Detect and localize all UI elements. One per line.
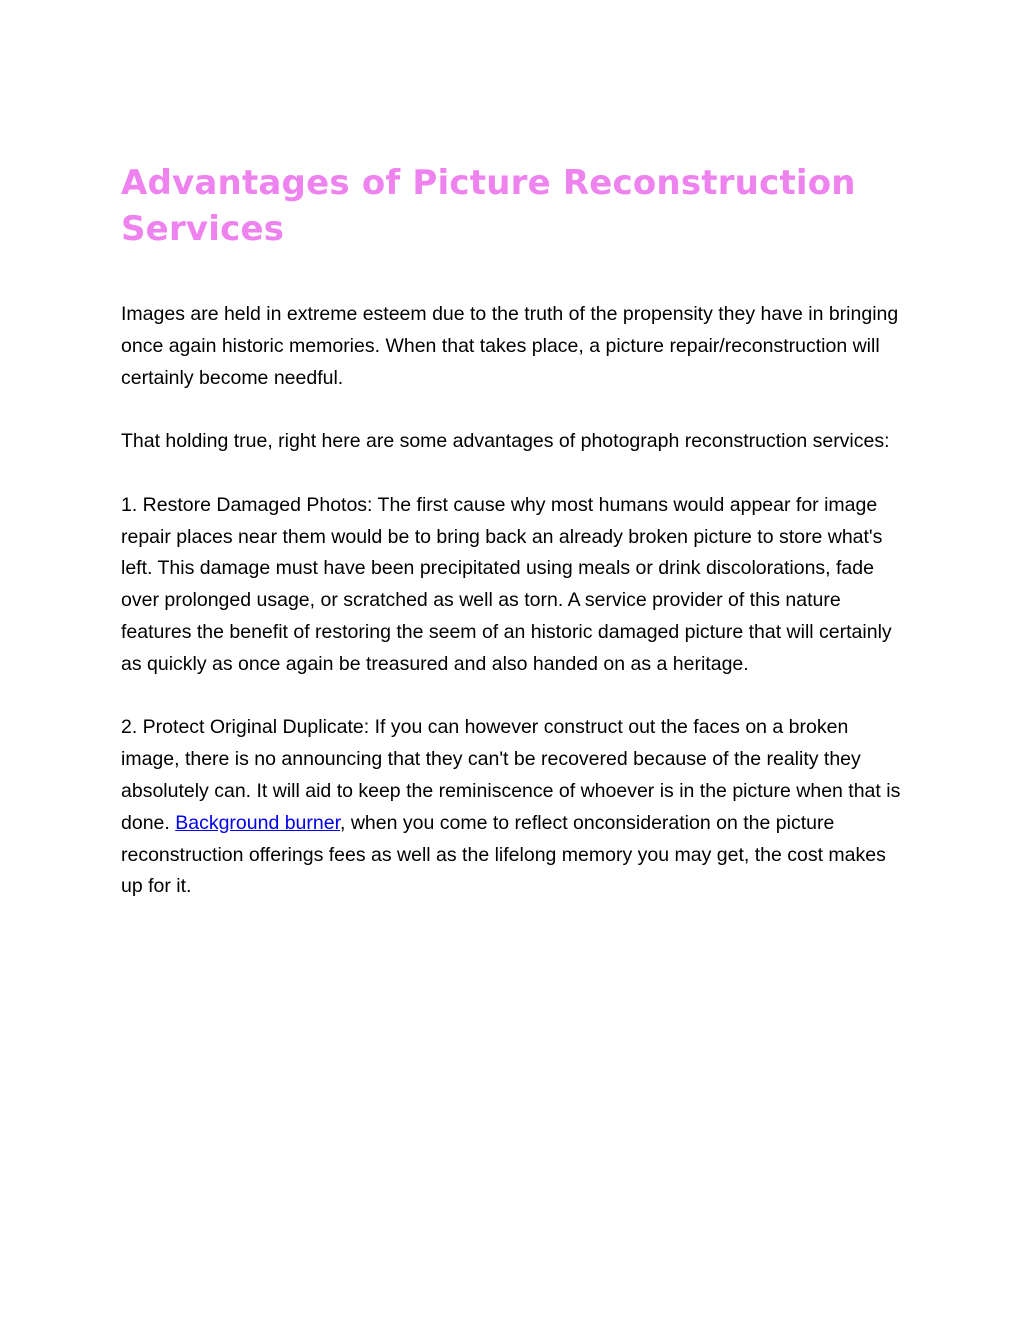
background-burner-link[interactable]: Background burner: [175, 811, 340, 834]
document-body: [121, 160, 911, 935]
point-2-text-after-link: , when you come to reflect onconsideration on the picture reconstruction offerings fees as well as the lifelong memory you may get, the cost makes up for it.: [121, 811, 886, 898]
page-title: Advantages of Picture Reconstruction Services: [121, 163, 856, 249]
point-2-paragraph: [121, 712, 911, 903]
point-1-paragraph: 1. Restore Damaged Photos: The first cause why most humans would appear for image repair places near them would be to bring back an already broken picture to store what's left. This damage must have been precipitated using meals or drink discolorations, fade over prolonged usage, or scratched as well as torn. A service provider of this nature features the benefit of restoring the seem of an historic damaged picture that will certainly as quickly as once again be treasured and also handed on as a heritage.: [121, 493, 892, 675]
lead-in-paragraph: That holding true, right here are some advantages of photograph reconstruction services:: [121, 430, 890, 453]
point-2-text-before-link: 2. Protect Original Duplicate: If you can however construct out the faces on a broken image, there is no announcing that they can't be recovered because of the reality they absolutely can. It will aid to keep the reminiscence of whoever is in the picture when that is done.: [121, 716, 901, 834]
intro-paragraph: Images are held in extreme esteem due to the truth of the propensity they have in bringing once again historic memories. When that takes place, a picture repair/reconstruction will certainly become needful.: [121, 303, 899, 389]
